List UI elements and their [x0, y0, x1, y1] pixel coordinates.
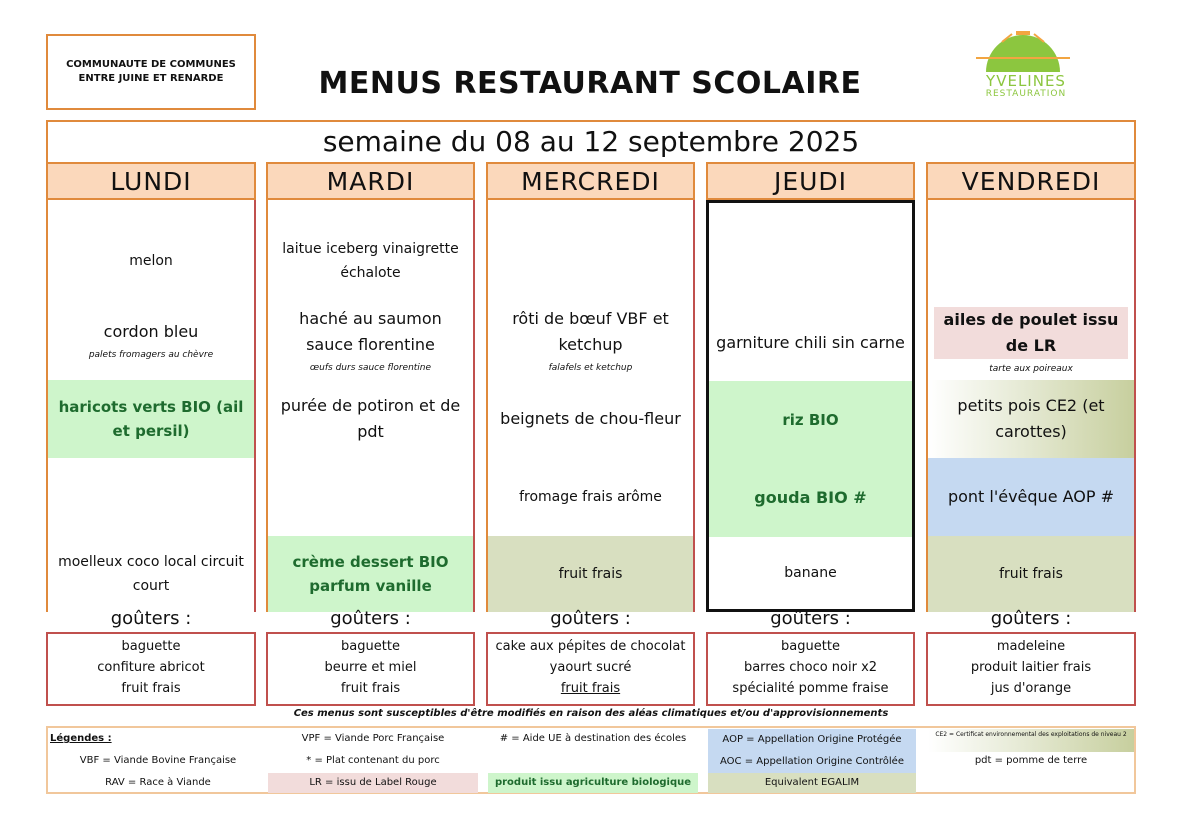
plat-highlight [934, 307, 1128, 359]
gouter-item: baguette [341, 639, 400, 654]
plat [268, 300, 473, 380]
legend-title: Légendes : [50, 733, 112, 744]
dessert-text: fruit frais [999, 566, 1063, 582]
disclaimer-note: Ces menus sont susceptibles d'être modifiés en raison des aléas climatiques et/ou d'approvisionnements [293, 708, 889, 719]
plat-text: garniture chili sin carne [716, 333, 905, 352]
gouter-item: jus d'orange [990, 681, 1072, 696]
menu-column-mercredi [486, 200, 695, 612]
laitage [928, 458, 1134, 536]
laitage [709, 459, 912, 537]
dessert [709, 537, 912, 609]
plat [48, 300, 254, 380]
gouter-item: yaourt sucré [549, 660, 632, 675]
day-header-vendredi: VENDREDI [926, 162, 1136, 200]
menu-column-lundi [46, 200, 256, 612]
gouters-label: goûters : [770, 608, 851, 629]
logo-subtext: RESTAURATION [985, 89, 1067, 99]
gouter-item: beurre et miel [324, 660, 417, 675]
gouter-item: baguette [121, 639, 181, 654]
accompagnement-text: beignets de chou-fleur [500, 409, 681, 428]
legend-porc: * = Plat contenant du porc [306, 755, 440, 766]
laitage-text: gouda BIO # [754, 488, 867, 507]
week-title: semaine du 08 au 12 septembre 2025 [46, 120, 1136, 162]
entree [928, 222, 1134, 300]
plat [709, 303, 912, 383]
logo-text: YVELINES [986, 72, 1066, 90]
legend-vpf: VPF = Viande Porc Française [301, 733, 445, 744]
plat-text: haché au saumon sauce florentine [299, 309, 442, 354]
gouter-item: madeleine [996, 639, 1066, 654]
legend-ce2: CE2 = Certificat environnemental des exploitations de niveau 2 [928, 729, 1134, 752]
gouter-box-lundi [46, 632, 256, 706]
legend-ue: # = Aide UE à destination des écoles [499, 733, 687, 744]
gouters-label: goûters : [990, 608, 1072, 629]
accompagnement-text: purée de potiron et de pdt [280, 396, 461, 441]
dessert-text: moelleux coco local circuit court [58, 554, 244, 594]
laitage [48, 458, 254, 536]
legend-rav: RAV = Race à Viande [105, 777, 211, 788]
legend-aoc: AOC = Appellation Origine Contrôlée [708, 751, 916, 773]
gouter-item: fruit frais [340, 681, 401, 696]
legend-egalim: Equivalent EGALIM [708, 773, 916, 793]
gouter-box-jeudi [706, 632, 915, 706]
plat-text: rôti de bœuf VBF et ketchup [512, 309, 669, 354]
organization-name: COMMUNAUTE DE COMMUNES ENTRE JUINE ET RENARDE [66, 59, 236, 84]
entree [48, 222, 254, 300]
gouter-box-mercredi [486, 632, 695, 706]
entree [268, 222, 473, 300]
page-title: MENUS RESTAURANT SCOLAIRE [318, 66, 862, 101]
dessert [928, 536, 1134, 612]
menu-column-jeudi [706, 200, 915, 612]
legend-vbf: VBF = Viande Bovine Française [79, 755, 237, 766]
plat-alternative: palets fromagers au chèvre [88, 350, 214, 360]
gouter-box-mardi [266, 632, 475, 706]
menu-column-vendredi [926, 200, 1136, 612]
entree-text: melon [129, 253, 173, 269]
accompagnement [48, 380, 254, 458]
accompagnement-text: petits pois CE2 (et carottes) [957, 396, 1105, 441]
dessert-text: crème dessert BIO parfum vanille [292, 553, 449, 595]
laitage-text: pont l'évêque AOP # [947, 487, 1115, 506]
gouter-item: produit laitier frais [970, 660, 1092, 675]
legend-pdt: pdt = pomme de terre [974, 755, 1088, 766]
gouter-item: cake aux pépites de chocolat [495, 639, 686, 654]
gouter-item: spécialité pomme fraise [732, 681, 889, 696]
plat-text: cordon bleu [103, 322, 199, 341]
organization-box [46, 34, 256, 110]
laitage-text: fromage frais arôme [519, 489, 662, 505]
accompagnement [928, 380, 1134, 458]
plat [488, 300, 693, 380]
day-header-jeudi: JEUDI [706, 162, 915, 200]
gouter-item: fruit frais [560, 681, 621, 696]
laitage [268, 458, 473, 536]
gouter-item: barres choco noir x2 [743, 660, 878, 675]
laitage [488, 458, 693, 536]
plat-alternative: œufs durs sauce florentine [309, 363, 432, 373]
legend-bio: produit issu agriculture biologique [488, 773, 698, 793]
gouter-item: confiture abricot [97, 660, 205, 675]
accompagnement [268, 380, 473, 458]
dessert-text: fruit frais [558, 566, 623, 582]
menu-column-mardi [266, 200, 475, 612]
dessert [268, 536, 473, 612]
plat-alternative: tarte aux poireaux [989, 364, 1073, 374]
dessert-text: banane [784, 565, 837, 581]
gouter-item: fruit frais [121, 681, 181, 696]
dessert [488, 536, 693, 612]
yvelines-restauration-logo [968, 28, 1078, 108]
entree [709, 225, 912, 303]
plat [928, 300, 1134, 380]
gouters-label: goûters : [550, 608, 631, 629]
legend-lr: LR = issu de Label Rouge [268, 773, 478, 793]
gouters-label: goûters : [110, 608, 192, 629]
accompagnement [488, 380, 693, 458]
entree-text: laitue iceberg vinaigrette échalote [282, 241, 459, 281]
day-header-mercredi: MERCREDI [486, 162, 695, 200]
accompagnement-text: haricots verts BIO (ail et persil) [58, 398, 244, 440]
day-header-mardi: MARDI [266, 162, 475, 200]
legend-aop: AOP = Appellation Origine Protégée [708, 729, 916, 751]
accompagnement-text: riz BIO [782, 411, 839, 429]
accompagnement [709, 381, 912, 459]
dessert [48, 536, 254, 612]
plat-alternative: falafels et ketchup [548, 363, 633, 373]
gouter-item: baguette [781, 639, 840, 654]
gouters-label: goûters : [330, 608, 411, 629]
plat-text: ailes de poulet issu de LR [943, 310, 1119, 355]
legend [46, 726, 1136, 794]
entree [488, 222, 693, 300]
day-header-lundi: LUNDI [46, 162, 256, 200]
gouter-box-vendredi [926, 632, 1136, 706]
